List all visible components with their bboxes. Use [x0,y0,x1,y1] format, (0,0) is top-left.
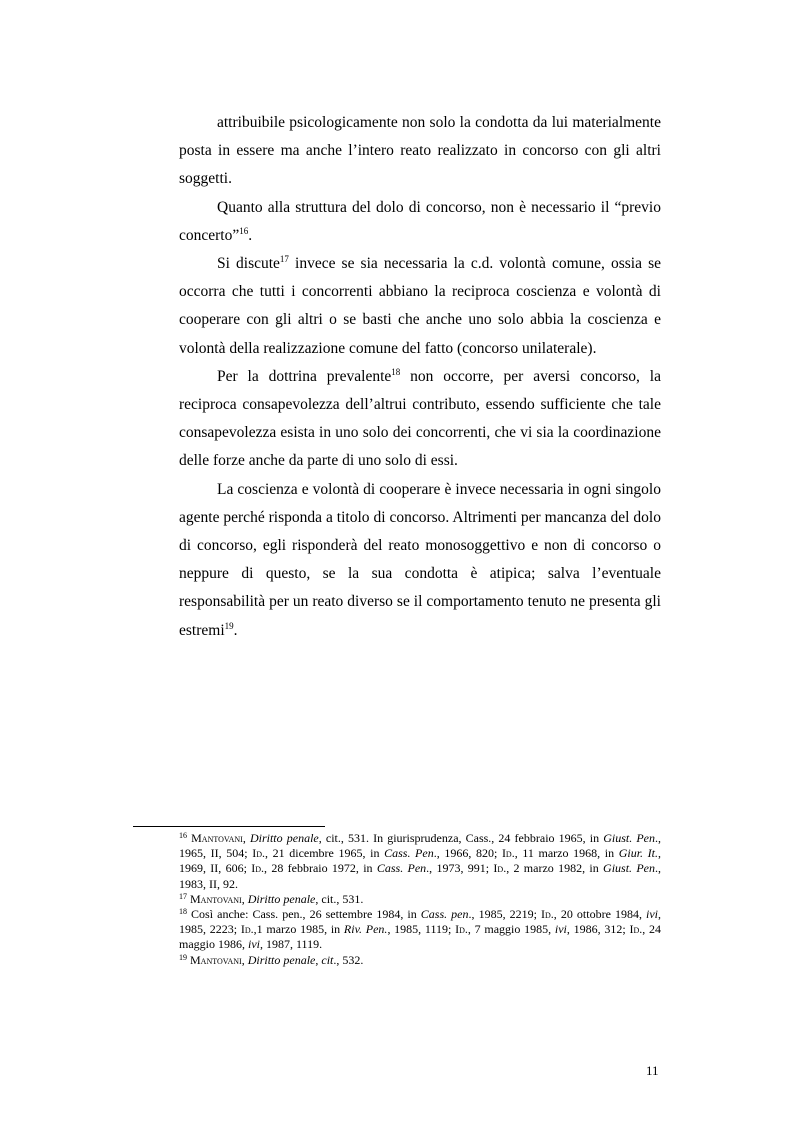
paragraph-2-end: . [248,226,253,244]
paragraph-4-text: non occorre, per aversi concorso, la reciproca consapevolezza dell’altrui contributo, essendo sufficiente che tale consapevolezza esista in uno solo dei concorrenti, che vi sia la coordinazione delle forze anche da parte di uno solo di essi. [179,367,661,470]
footnote-separator [133,826,325,827]
paragraph-4-start: Per la dottrina prevalente [217,367,392,385]
paragraph-3-start: Si discute [217,255,280,273]
footnote-author: Mantovani [191,831,243,845]
footnote-text: ., 1966, 820; [433,846,502,861]
footnote-text: , 1986, 312; [566,922,630,937]
footnote-idem: Id [501,846,512,861]
footnote-journal: Cass. pen [420,907,469,922]
footnote-text: , [315,952,322,967]
footnote-text: ., 532. [333,952,364,967]
footnote-text: .,1 marzo 1985, in [250,922,344,937]
footnote-ivi: ivi [646,907,659,922]
footnote-number: 18 [179,907,187,917]
main-text [179,109,661,645]
footnote-idem: Id [240,922,251,937]
footnote-text: , cit., 531. In giurisprudenza, Cass., 24 febbraio 1965, in [318,831,604,845]
footnote-ivi: ivi [554,922,567,937]
footnote-18 [179,907,661,953]
paragraph-5-end: . [233,621,238,639]
footnote-text: ., 11 marzo 1968, in [511,846,619,861]
footnote-work-title: Diritto penale [247,952,316,967]
footnote-ivi: ivi [248,937,260,952]
paragraph-4 [179,363,661,476]
footnote-idem: Id [541,907,551,922]
paragraph-2 [179,194,661,250]
footnote-number: 17 [179,891,187,901]
paragraph-2-text: Quanto alla struttura del dolo di concorso, non è necessario il “previo concerto” [179,198,661,244]
paragraph-3-text: invece se sia necessaria la c.d. volontà comune, ossia se occorra che tutti i concorrenti abbiano la reciproca coscienza e volontà di cooperare con gli altri o se basti che anche uno solo abbia la coscienza e volontà della realizzazione comune del fatto (concorso unilaterale). [179,255,661,357]
footnote-idem: Id [455,922,465,937]
footnote-ref-16[interactable]: 16 [239,225,249,236]
footnote-idem: Id [493,861,504,876]
footnote-author: Mantovani [190,891,242,906]
footnote-text: , 1987, 1119. [260,937,323,952]
footnote-19: $^{19}$ Mantovani, Diritto penale, cit., 532. [179,952,364,967]
footnote-ref-17[interactable]: 17 [279,254,289,265]
footnote-text: ., 20 ottobre 1984, [550,907,647,922]
footnote-text: ., 1965, II, 504; [179,831,661,861]
footnote-idem: Id [629,922,640,937]
footnote-text: ., 21 dicembre 1965, in [261,846,385,861]
footnote-text: , 1985, 1119; [387,922,456,937]
footnote-journal: Giust. Pen [603,861,656,876]
footnote-idem: Id [252,846,262,861]
footnote-journal: Cass. Pen [376,861,427,876]
page-number: 11 [646,1063,659,1078]
footnote-text: , 1985, 2223; [179,907,662,937]
footnote-number: 16 [179,831,187,840]
footnote-ref-18[interactable]: 18 [391,366,401,377]
footnote-text: , 1969, II, 606; [179,846,662,876]
footnote-idem: Id [251,861,262,876]
footnote-journal: Riv. Pen. [343,922,388,937]
paragraph-3 [179,250,661,363]
footnote-ref-19[interactable]: 19 [224,620,234,631]
footnote-text: ., 1983, II, 92. [179,861,662,891]
footnote-text: ., 28 febbraio 1972, in [261,861,377,876]
footnote-text: ., 2 marzo 1982, in [503,861,604,876]
footnote-17: $^{17}$ Mantovani, Diritto penale, cit., 531. [179,891,364,906]
footnote-text: Così anche: Cass. pen., 26 settembre 1984, in [187,907,421,922]
footnote-text: ., 1985, 2219; [468,907,542,922]
paragraph-5 [179,476,661,645]
footnote-work-title: Diritto penale [249,831,319,845]
footnote-author: Mantovani [190,952,242,967]
footnote-number: 19 [179,952,187,962]
footnote-text: ., 24 maggio 1986, [179,922,661,952]
footnote-text: ., 1973, 991; [426,861,494,876]
footnote-journal: Giust. Pen [603,831,655,845]
footnote-16: $^{16}$ Mantovani, Diritto penale, cit., 531. In giurisprudenza, Cass., 24 febbraio 1965, in Giust. Pen., 1965, II, 504; Id., 21 dicembre 1965, in Cass. Pen., 1966, 820; Id., 11 marzo 1968, in Giur. It., 1969, II, 606; Id., 28 febbraio 1972, in Cass. Pen., 1973, 991; Id., 2 marzo 1982, in Giust. Pen., 1983, II, 92. [179,831,662,891]
footnote-journal: Giur. It. [618,846,659,861]
footnote-cit: cit [321,952,334,967]
footnotes [179,831,661,968]
footnote-text: ., 7 maggio 1985, [464,922,555,937]
paragraph-5-text: La coscienza e volontà di cooperare è invece necessaria in ogni singolo agente perché risponda a titolo di concorso. Altrimenti per mancanza del dolo di concorso, egli risponderà del reato monosoggettivo e non di concorso o neppure di questo, se la sua condotta è atipica; salva l’eventuale responsabilità per un reato diverso se il comportamento tenuto ne presenta gli estremi [179,480,661,639]
footnote-text: , cit., 531. [315,891,364,906]
footnote-journal: Cass. Pen [384,846,434,861]
paragraph-1 [179,109,661,194]
footnote-work-title: Diritto penale [247,891,316,906]
paragraph-1-text: attribuibile psicologicamente non solo la condotta da lui materialmente posta in essere ma anche l’intero reato realizzato in concorso con gli altri soggetti. [179,114,661,188]
